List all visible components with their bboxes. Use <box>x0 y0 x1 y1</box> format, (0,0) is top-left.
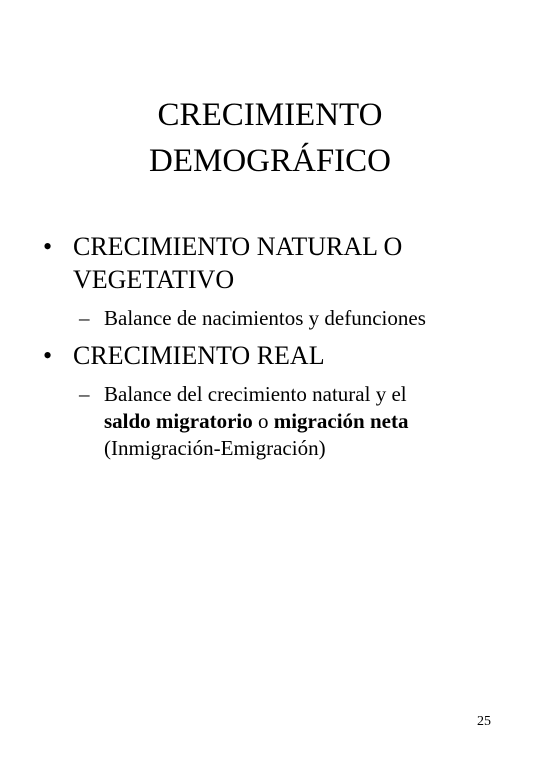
sub-bullet-text-line-2 <box>104 408 509 435</box>
bullet-marker: • <box>43 341 53 370</box>
sub-bullet-text: Balance de nacimientos y defunciones <box>104 306 426 330</box>
saldo-migratorio-term: saldo migratorio <box>104 409 253 433</box>
sub-bullet-text <box>104 381 509 462</box>
sub-bullet-item-balance-crecimiento <box>79 381 509 462</box>
sub-bullet-item-balance-nacimientos <box>79 305 509 332</box>
slide-title-line-1: CRECIMIENTO <box>157 97 383 133</box>
page-number: 25 <box>477 714 491 729</box>
slide-title-line-2: DEMOGRÁFICO <box>148 143 392 179</box>
bullet-text-line-1: CRECIMIENTO NATURAL O <box>73 232 403 261</box>
bullet-text: CRECIMIENTO REAL <box>73 341 325 370</box>
bullet-text-line-2: VEGETATIVO <box>73 265 235 294</box>
sub-bullet-text-line-1: Balance del crecimiento natural y el <box>104 382 407 406</box>
bullet-text <box>73 230 503 296</box>
sub-bullet-marker: – <box>79 306 90 330</box>
bullet-marker: • <box>43 232 53 261</box>
bullet-item-crecimiento-real <box>43 339 503 372</box>
connector-text: o <box>252 409 274 433</box>
migracion-neta-term: migración neta <box>273 409 409 433</box>
sub-bullet-text-line-3: (Inmigración-Emigración) <box>104 436 326 460</box>
bullet-item-crecimiento-natural <box>43 230 503 296</box>
sub-bullet-marker: – <box>79 382 90 406</box>
